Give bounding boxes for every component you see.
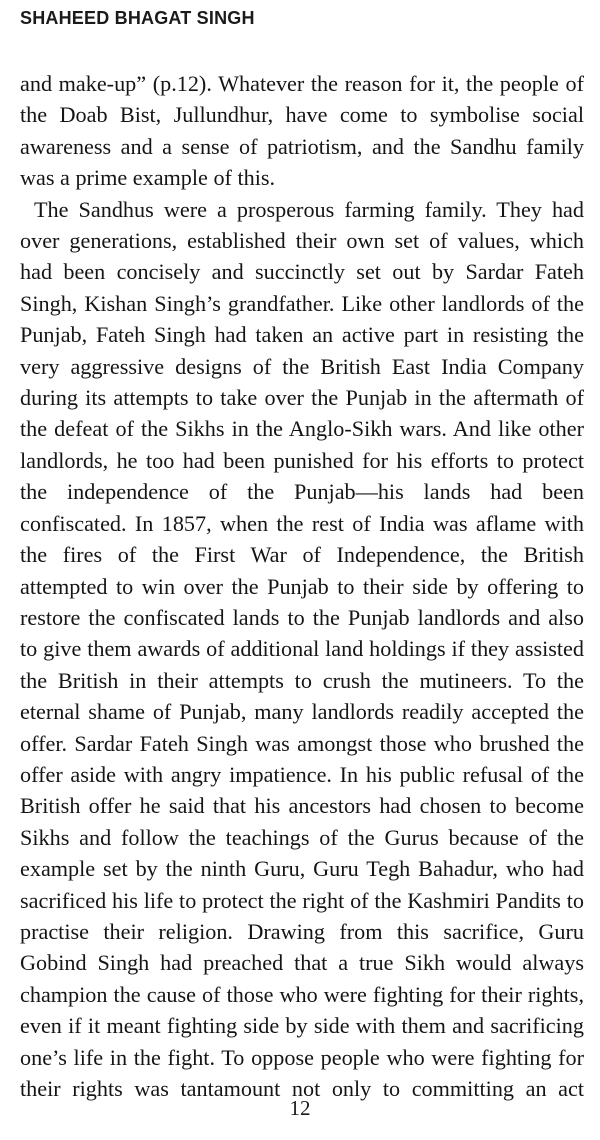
body-text — [20, 68, 584, 1104]
page-number: 12 — [289, 1096, 311, 1120]
running-head: SHAHEED BHAGAT SINGH — [20, 8, 255, 28]
paragraph-sandhus: The Sandhus were a prosperous farming family. They had over generations, established their own set of values, which had been concisely and succinctly set out by Sardar Fateh Singh, Kishan Singh’s grandfather. Like other landlords of the Punjab, Fateh Singh had taken an active part in resisting the very aggressive designs of the British East India Company during its attempts to take over the Punjab in the aftermath of the defeat of the Sikhs in the Anglo-Sikh wars. And like other landlords, he too had been punished for his efforts to protect the independence of the Punjab—his lands had been confiscated. In 1857, when the rest of India was aflame with the fires of the First War of Independence, the British attempted to win over the Punjab to their side by offering to restore the confiscated lands to the Punjab landlords and also to give them awards of additional land holdings if they assisted the British in their attempts to crush the mutineers. To the eternal shame of Punjab, many landlords readily accepted the offer. Sardar Fateh Singh was amongst those who brushed the offer aside with angry impatience. In his public refusal of the British offer he said that his ancestors had chosen to become Sikhs and follow the teachings of the Gurus because of the example set by the ninth Guru, Guru Tegh Bahadur, who had sacrificed his life to protect the right of the Kashmiri Pandits to practise their religion. Drawing from this sacrifice, Guru Gobind Singh had preached that a true Sikh would always champion the cause of those who were fighting for their rights, even if it meant fighting side by side with them and sacrificing one’s life in the fight. To oppose people who were fighting for their rights was tantamount not only to committing an act — [20, 196, 584, 1101]
paragraph-continued: and make-up” (p.12). Whatever the reason for it, the people of the Doab Bist, Jullundhur, have come to symbolise social awareness and a sense of patriotism, and the Sandhu family was a prime example of this. — [20, 71, 584, 191]
